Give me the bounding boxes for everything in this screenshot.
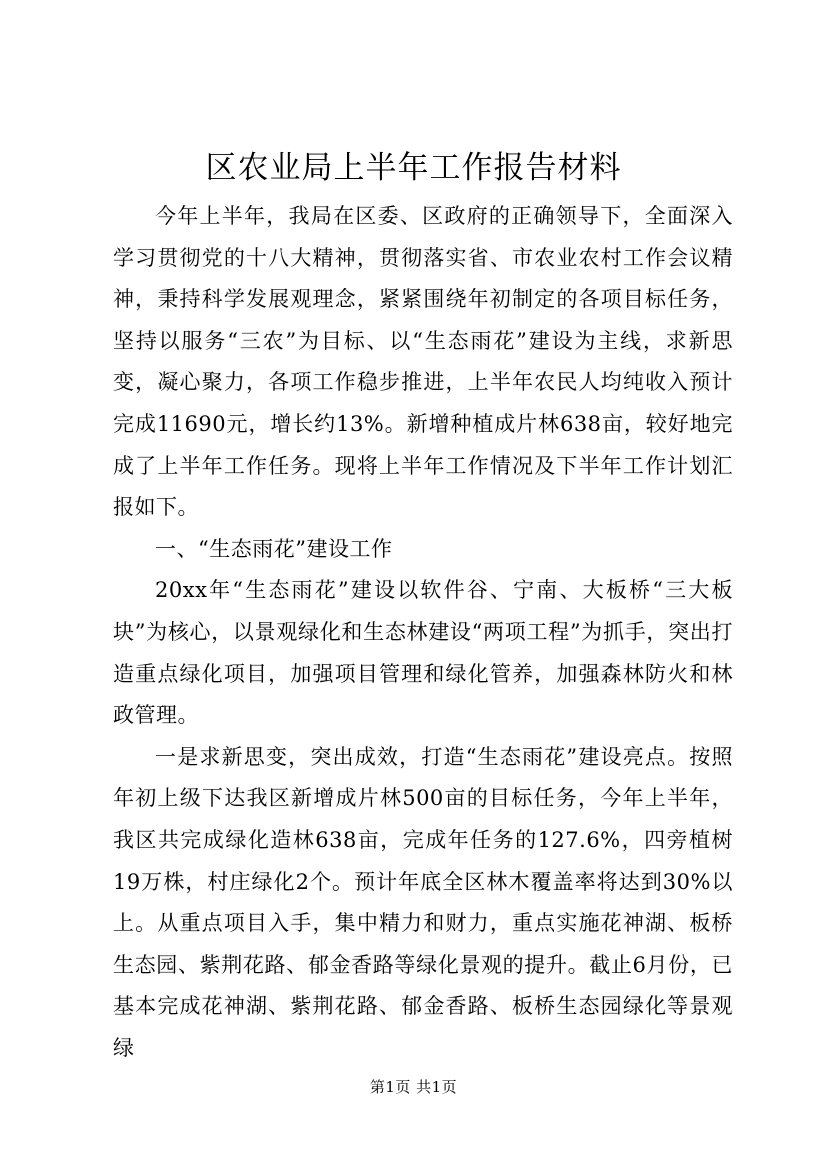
page-footer: 第1页 共1页 bbox=[369, 1078, 458, 1096]
detail-paragraph: 一是求新思变，突出成效，打造“生态雨花”建设亮点。按照年初上级下达我区新增成片林500亩的目标任务，今年上半年，我区共完成绿化造林638亩，完成年任务的127.6%，四旁植树19万株，村庄绿化2个。预计年底全区林木覆盖率将达到30%以上。从重点项目入手，集中精力和财力，重点实施花神湖、板桥生态园、紫荆花路、郁金香路等绿化景观的提升。截止6月份，已基本完成花神湖、紫荆花路、郁金香路、板桥生态园绿化等景观绿 bbox=[113, 744, 733, 1060]
section-intro-paragraph: 20xx年“生态雨花”建设以软件谷、宁南、大板桥“三大板块”为核心，以景观绿化和生态林建设“两项工程”为抓手，突出打造重点绿化项目，加强项目管理和绿化管养，加强森林防火和林政管理。 bbox=[113, 578, 733, 728]
section-heading: 一、“生态雨花”建设工作 bbox=[155, 536, 393, 561]
intro-paragraph: 今年上半年，我局在区委、区政府的正确领导下，全面深入学习贯彻党的十八大精神，贯彻落实省、市农业农村工作会议精神，秉持科学发展观理念，紧紧围绕年初制定的各项目标任务，坚持以服务“三农”为目标、以“生态雨花”建设为主线，求新思变，凝心聚力，各项工作稳步推进，上半年农民人均纯收入预计完成11690元，增长约13%。新增种植成片林638亩，较好地完成了上半年工作任务。现将上半年工作情况及下半年工作计划汇报如下。 bbox=[113, 204, 733, 520]
document-body bbox=[113, 196, 733, 1069]
document-title: 区农业局上半年工作报告材料 bbox=[205, 150, 622, 186]
